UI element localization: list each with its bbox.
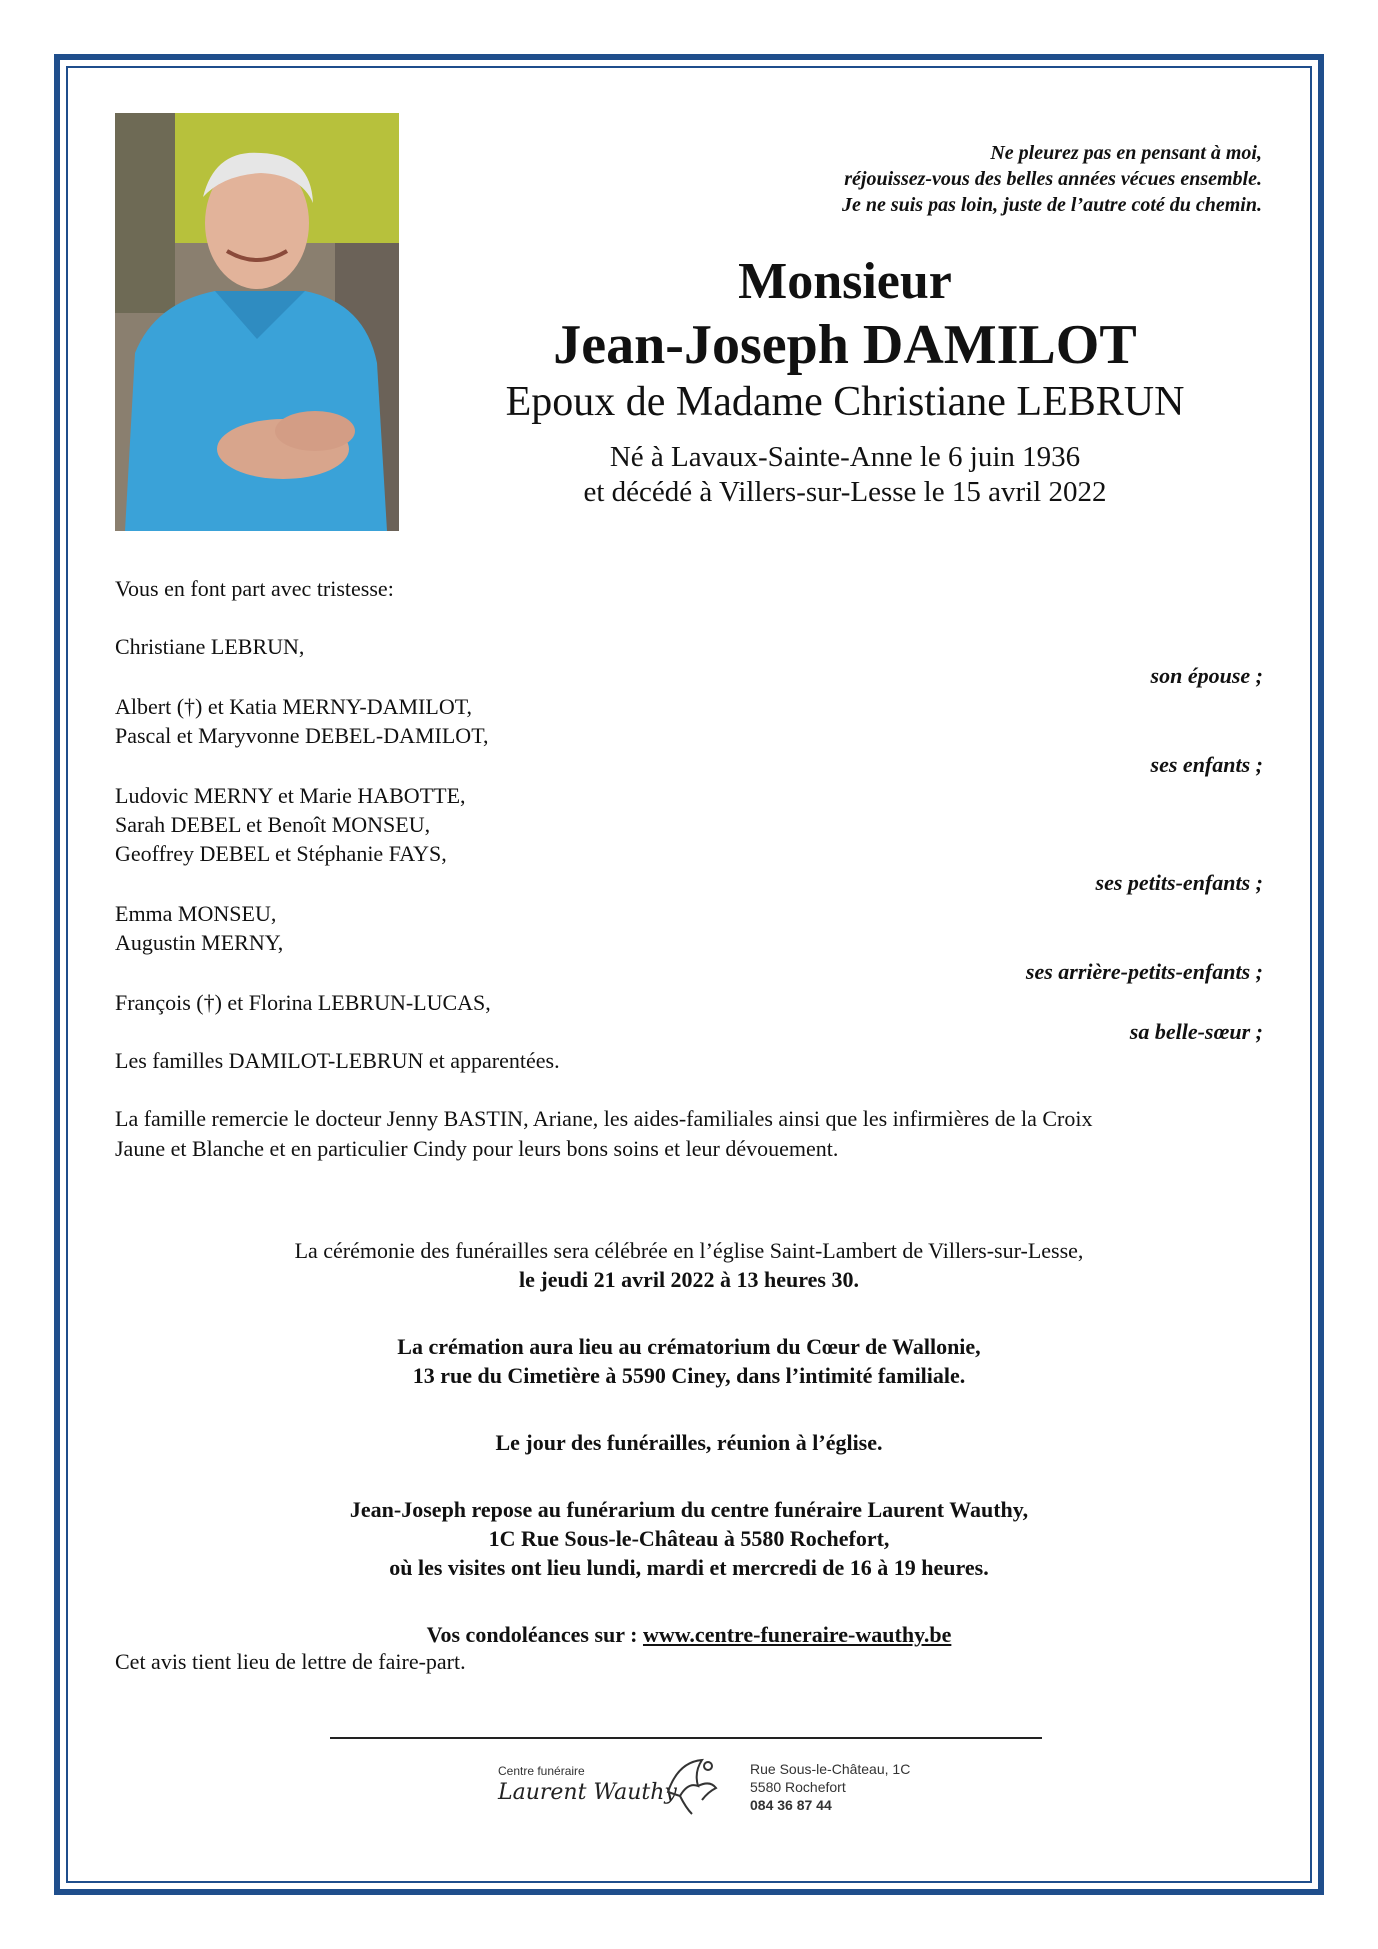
- deceased-name: Jean-Joseph DAMILOT: [553, 314, 1137, 376]
- family-announcement: [115, 574, 1263, 1164]
- address-line: Rue Sous-le-Château, 1C: [750, 1761, 911, 1777]
- relation-label: son épouse ;: [1150, 663, 1263, 688]
- family-name: Sarah DEBEL et Benoît MONSEU,: [115, 812, 431, 837]
- family-name: Christiane LEBRUN,: [115, 634, 305, 659]
- honorific-title: Monsieur: [738, 253, 952, 310]
- death-line: et décédé à Villers-sur-Lesse le 15 avril 2022: [583, 476, 1107, 508]
- relation-label: ses petits-enfants ;: [1095, 870, 1263, 895]
- intro-line: Vous en font part avec tristesse:: [115, 576, 394, 601]
- divider-line: [330, 1737, 1042, 1739]
- quote-line: Je ne suis pas loin, juste de l’autre coté du chemin.: [841, 194, 1262, 216]
- condolences-link[interactable]: www.centre-funeraire-wauthy.be: [642, 1622, 952, 1647]
- ceremony-line: La cérémonie des funérailles sera célébrée en l’église Saint-Lambert de Villers-sur-Lesse,: [294, 1238, 1084, 1263]
- family-name: François (†) et Florina LEBRUN-LUCAS,: [115, 990, 491, 1015]
- condolences-label: Vos condoléances sur :: [426, 1622, 643, 1647]
- logo-caption: Centre funéraire: [498, 1764, 585, 1778]
- family-name: Augustin MERNY,: [115, 930, 284, 955]
- thanks-line: La famille remercie le docteur Jenny BASTIN, Ariane, les aides-familiales ainsi que les infirmières de la Croix: [115, 1106, 1093, 1131]
- funeral-home-contact: [750, 1760, 910, 1814]
- ceremony-details: [115, 1236, 1263, 1649]
- thanks-line: Jaune et Blanche et en particulier Cindy pour leurs bons soins et leur dévouement.: [115, 1136, 839, 1161]
- family-group-sister-in-law: [115, 988, 1263, 1046]
- families-line: Les familles DAMILOT-LEBRUN et apparentées.: [115, 1048, 560, 1073]
- family-group-children: [115, 692, 1263, 779]
- family-name: Ludovic MERNY et Marie HABOTTE,: [115, 783, 466, 808]
- family-group-great-grandchildren: [115, 899, 1263, 986]
- city-line: 5580 Rochefort: [750, 1779, 846, 1795]
- spouse-line: Epoux de Madame Christiane LEBRUN: [505, 379, 1185, 425]
- cremation-address: 13 rue du Cimetière à 5590 Ciney, dans l’intimité familiale.: [412, 1363, 966, 1388]
- funerarium-address: 1C Rue Sous-le-Château à 5580 Rochefort,: [488, 1526, 890, 1551]
- family-group-spouse: [115, 632, 1263, 690]
- quote-line: Ne pleurez pas en pensant à moi,: [990, 142, 1262, 164]
- gathering-line: Le jour des funérailles, réunion à l’église.: [495, 1430, 883, 1455]
- condolences-line: [115, 1620, 1263, 1649]
- family-name: Albert (†) et Katia MERNY-DAMILOT,: [115, 694, 473, 719]
- phone-number: 084 36 87 44: [750, 1797, 832, 1813]
- ceremony-date: le jeudi 21 avril 2022 à 13 heures 30.: [519, 1267, 859, 1292]
- family-name: Pascal et Maryvonne DEBEL-DAMILOT,: [115, 723, 489, 748]
- closing-note: Cet avis tient lieu de lettre de faire-part.: [115, 1649, 466, 1674]
- funeral-home-logo: [490, 1748, 930, 1820]
- birth-line: Né à Lavaux-Sainte-Anne le 6 juin 1936: [609, 441, 1081, 473]
- relation-label: ses enfants ;: [1150, 752, 1263, 777]
- family-name: Emma MONSEU,: [115, 901, 277, 926]
- relation-label: sa belle-sœur ;: [1129, 1019, 1263, 1044]
- lily-icon: [658, 1752, 728, 1816]
- portrait-photo: [115, 113, 399, 531]
- relation-label: ses arrière-petits-enfants ;: [1025, 959, 1263, 984]
- thanks-paragraph: [115, 1104, 1263, 1164]
- visiting-hours: où les visites ont lieu lundi, mardi et mercredi de 16 à 19 heures.: [389, 1555, 989, 1580]
- logo-script-name: Laurent Wauthy: [498, 1780, 677, 1805]
- cremation-line: La crémation aura lieu au crématorium du Cœur de Wallonie,: [397, 1334, 981, 1359]
- family-group-grandchildren: [115, 781, 1263, 897]
- family-name: Geoffrey DEBEL et Stéphanie FAYS,: [115, 841, 447, 866]
- deceased-heading: [440, 250, 1250, 510]
- quote-line: réjouissez-vous des belles années vécues ensemble.: [844, 168, 1262, 190]
- epigraph-quote: [642, 140, 1262, 218]
- funerarium-line: Jean-Joseph repose au funérarium du centre funéraire Laurent Wauthy,: [349, 1497, 1029, 1522]
